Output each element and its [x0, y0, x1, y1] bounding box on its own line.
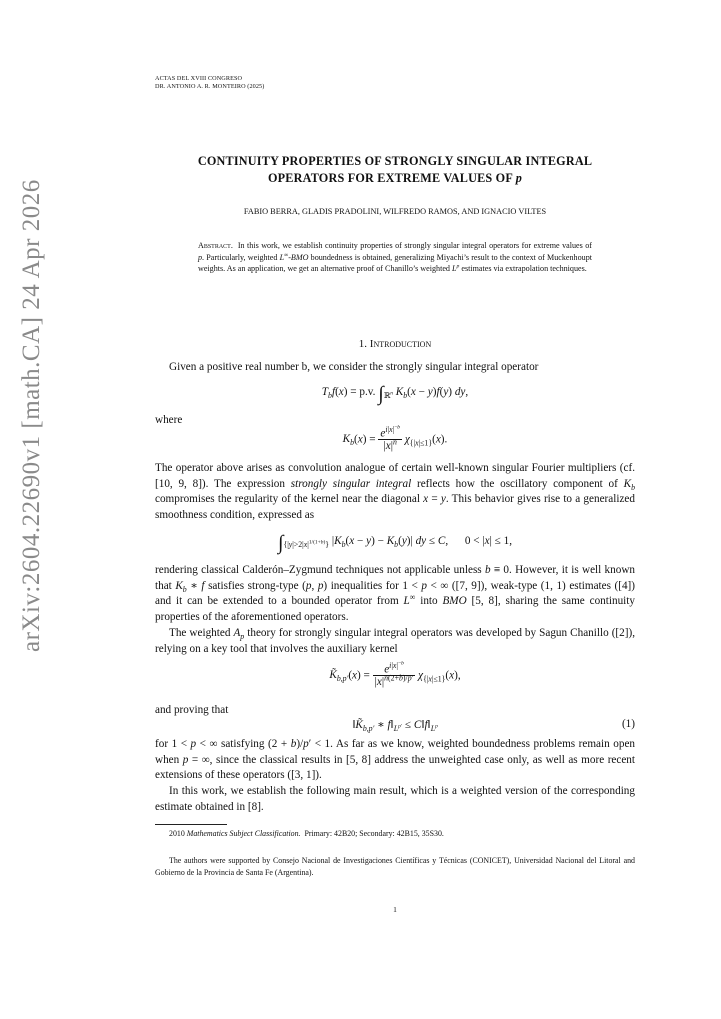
- arxiv-side-label[interactable]: arXiv:2604.22690v1 [math.CA] 24 Apr 2026: [18, 179, 45, 652]
- equation-1: $‖K̃_{b,p'}$ ∗ $f‖_{L^{p'}}$ ≤ $C‖f‖_{L^p}$ (1): [352, 718, 635, 734]
- paragraph-open-problems: for 1 < p < ∞ satisfying (2 + b)/p′ < 1. As far as we know, weighted boundedness problems remain open when p = ∞, since the classical results in [5, 8] address the unweighted case only, as well as more recent extensions of these operators ([3, 1]).: [155, 738, 636, 782]
- title-line-1: CONTINUITY PROPERTIES OF STRONGLY SINGULAR INTEGRAL: [197, 154, 593, 168]
- title-line-2: OPERATORS FOR EXTREME VALUES OF p: [267, 171, 523, 185]
- paper-title: [155, 153, 635, 187]
- paragraph-weighted-theory: The weighted $A_p$ theory for strongly singular integral operators was developed by Sagun Chanillo ([2]), relying on a key tool that involves the auxiliary kernel: [155, 627, 635, 655]
- footnote-msc: 2010 Mathematics Subject Classification. Primary: 42B20; Secondary: 42B15, 35S30.: [169, 829, 444, 838]
- paragraph-intro: Given a positive real number b, we consider the strongly singular integral operator: [169, 361, 539, 373]
- paragraph-smoothness: The operator above arises as convolution analogue of certain well-known singular Fourier multipliers (cf. [10, 9, 8]). The expression strongly singular integral reflects how the oscillatory component of $K_b$ compromises the regularity of the kernel near the diagonal x = y. This behavior gives rise to a generalized smoothness condition, expressed as: [155, 462, 635, 521]
- page-number: 1: [393, 905, 397, 914]
- header-line-1: ACTAS DEL XVIII CONGRESO: [155, 75, 243, 82]
- paragraph-main-result: In this work, we establish the following main result, which is a weighted version of the corresponding estimate obtained in [8].: [155, 785, 635, 813]
- equation-tb: $T_bf(x) = p.v$. $\int_{ℝ^n}$ $K_b(x - y)f(y)$ dy,: [321, 383, 469, 405]
- section-heading: 1. Introduction: [358, 338, 432, 350]
- paragraph-proving: and proving that: [155, 704, 229, 716]
- abstract-label: Abstract.: [198, 241, 233, 250]
- equation-kernel: $K_b(x)$ = $\frac{e^{i|x|^{-b}}}{|x|^n}$ $\chi_{\{|x|\le 1\}}(x)$.: [342, 424, 448, 453]
- abstract: Abstract. In this work, we establish continuity properties of strongly singular integral operators for extreme values of p. Particularly, weighted L∞-BMO boundedness is obtained, generalizing Miyachi’s result to the context of Muckenhoupt weights. As an application, we get an alternative proof of Chanillo’s weighted $L^p$ estimates via extrapolation techniques.: [198, 241, 592, 274]
- footnote-support: The authors were supported by Consejo Nacional de Investigaciones Científicas y Técnicas (CONICET), Universidad Nacional del Litoral and Gobierno de la Provincia de Santa Fe (Argentina).: [155, 856, 635, 877]
- paragraph-calderon: rendering classical Calderón–Zygmund techniques not applicable unless b ≡ 0. However, it is well known that $K_b$ ∗ f satisfies strong-type (p, p) inequalities for 1 < p < ∞ ([7, 9]), weak-type (1, 1) estimates ([4]) and it can be extended to a bounded operator from L∞ into BMO [5, 8], sharing the same continuity properties of the aforementioned operators.: [155, 564, 636, 623]
- equation-number: (1): [621, 718, 635, 730]
- running-header: [155, 75, 264, 91]
- equation-smoothness: $\int_{\{|y|>2|x|^{1/(1+b)}\}}$ $|K_b(x - y) - K_b(y)|$ dy ≤ C, 0 < |x| ≤ 1,: [277, 532, 512, 554]
- equation-auxiliary-kernel: $K̃_{b,p'}(x)$ = $\frac{e^{i|x|^{-b}}}{|x|^{n(2+b)/p'}}$ $\chi_{\{|x|\le 1\}}(x)$,: [329, 660, 461, 689]
- header-line-2: DR. ANTONIO A. R. MONTEIRO (2025): [155, 83, 265, 90]
- author-list: FABIO BERRA, GLADIS PRADOLINI, WILFREDO RAMOS, AND IGNACIO VILTES: [243, 207, 547, 216]
- footnote-rule: [155, 824, 227, 825]
- paragraph-where: where: [155, 414, 183, 426]
